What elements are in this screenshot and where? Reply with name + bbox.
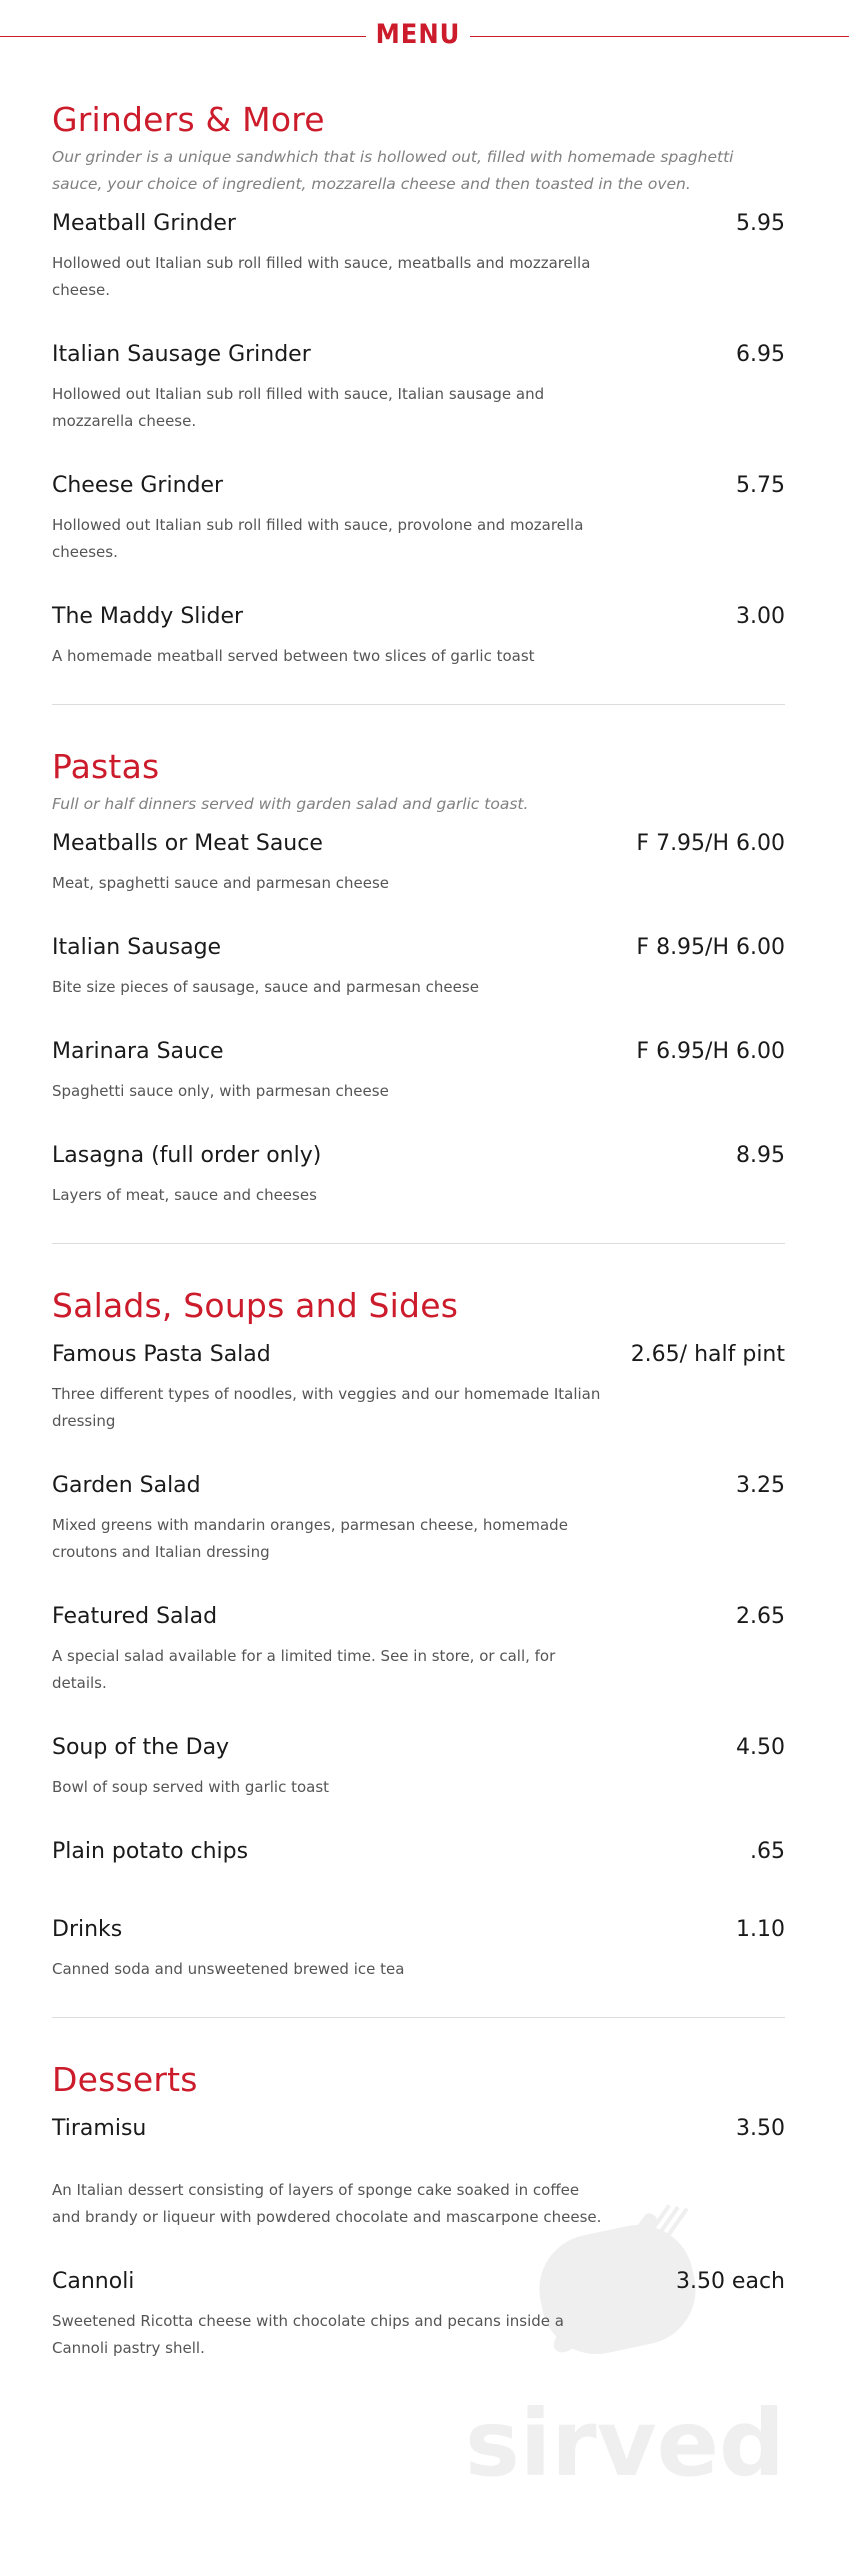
menu-item <box>52 1471 785 1566</box>
menu-item <box>52 933 785 1001</box>
item-name: Meatballs or Meat Sauce <box>52 831 323 856</box>
menu-title: MENU <box>375 19 461 50</box>
item-price: 4.50 <box>736 1735 785 1760</box>
item-description: An Italian dessert consisting of layers of sponge cake soaked in coffee and brandy or liqueur with powdered chocolate and mascarpone cheese. <box>52 2181 602 2226</box>
section-pastas <box>52 747 785 1209</box>
item-price: 3.25 <box>736 1473 785 1498</box>
item-description: Three different types of noodles, with veggies and our homemade Italian dressing <box>52 1385 601 1430</box>
section-title: Pastas <box>52 747 160 786</box>
menu-item <box>52 829 785 897</box>
item-price: .65 <box>750 1839 785 1864</box>
header-rule-right <box>470 36 849 37</box>
item-name: The Maddy Slider <box>52 604 244 629</box>
menu-item <box>52 1915 785 1983</box>
menu-content <box>52 100 785 2362</box>
menu-item <box>52 2267 785 2362</box>
section-divider <box>52 704 785 705</box>
item-description: Layers of meat, sauce and cheeses <box>52 1186 317 1204</box>
item-description: Bite size pieces of sausage, sauce and parmesan cheese <box>52 978 479 996</box>
item-description: Mixed greens with mandarin oranges, parmesan cheese, homemade croutons and Italian dressing <box>52 1516 568 1561</box>
item-name: Cannoli <box>52 2269 135 2294</box>
item-price: 5.75 <box>736 473 785 498</box>
item-price: 6.95 <box>736 342 785 367</box>
item-name: Cheese Grinder <box>52 473 224 498</box>
section-salads-soups-sides <box>52 1286 785 1983</box>
item-price: 2.65 <box>736 1604 785 1629</box>
section-title: Salads, Soups and Sides <box>52 1286 459 1325</box>
item-price: 2.65/ half pint <box>630 1342 785 1367</box>
item-description: A special salad available for a limited time. See in store, or call, for details. <box>52 1647 556 1692</box>
item-description: A homemade meatball served between two slices of garlic toast <box>52 647 535 665</box>
item-name: Garden Salad <box>52 1473 201 1498</box>
section-divider <box>52 2017 785 2018</box>
menu-item <box>52 1141 785 1209</box>
item-name: Soup of the Day <box>52 1735 230 1760</box>
item-name: Italian Sausage <box>52 935 222 960</box>
menu-item <box>52 2114 785 2231</box>
section-title: Grinders & More <box>52 100 325 139</box>
header-rule-left <box>0 36 366 37</box>
section-grinders <box>52 100 785 670</box>
section-description: Our grinder is a unique sandwhich that is hollowed out, filled with homemade spaghetti sauce, your choice of ingredient, mozzarella cheese and then toasted in the oven. <box>52 148 734 193</box>
item-description: Canned soda and unsweetened brewed ice tea <box>52 1960 405 1978</box>
section-description: Full or half dinners served with garden salad and garlic toast. <box>52 795 529 813</box>
item-price: F 6.95/H 6.00 <box>636 1039 785 1064</box>
item-price: 1.10 <box>736 1917 785 1942</box>
item-name: Lasagna (full order only) <box>52 1143 322 1168</box>
menu-item <box>52 209 785 304</box>
menu-item <box>52 1837 785 1867</box>
item-description: Meat, spaghetti sauce and parmesan cheese <box>52 874 390 892</box>
watermark-text: sirved <box>465 2390 785 2497</box>
section-divider <box>52 1243 785 1244</box>
item-name: Plain potato chips <box>52 1839 249 1864</box>
item-description: Hollowed out Italian sub roll filled with sauce, meatballs and mozzarella cheese. <box>52 254 591 299</box>
item-price: F 7.95/H 6.00 <box>636 831 785 856</box>
item-description: Bowl of soup served with garlic toast <box>52 1778 330 1796</box>
menu-item <box>52 1602 785 1697</box>
menu-item <box>52 602 785 670</box>
item-price: F 8.95/H 6.00 <box>636 935 785 960</box>
menu-item <box>52 1733 785 1801</box>
item-description: Hollowed out Italian sub roll filled with sauce, provolone and mozarella cheeses. <box>52 516 584 561</box>
item-description: Spaghetti sauce only, with parmesan cheese <box>52 1082 389 1100</box>
menu-item <box>52 340 785 435</box>
item-name: Marinara Sauce <box>52 1039 224 1064</box>
item-price: 8.95 <box>736 1143 785 1168</box>
item-description: Hollowed out Italian sub roll filled with sauce, Italian sausage and mozzarella cheese. <box>52 385 545 430</box>
item-price: 5.95 <box>736 211 785 236</box>
item-name: Meatball Grinder <box>52 211 236 236</box>
section-title: Desserts <box>52 2060 198 2099</box>
item-price: 3.50 each <box>675 2269 785 2294</box>
item-description: Sweetened Ricotta cheese with chocolate chips and pecans inside a Cannoli pastry shell. <box>52 2312 564 2357</box>
menu-item <box>52 471 785 566</box>
menu-item <box>52 1340 785 1435</box>
item-name: Tiramisu <box>52 2116 147 2141</box>
item-name: Drinks <box>52 1917 123 1942</box>
item-name: Featured Salad <box>52 1604 218 1629</box>
item-price: 3.00 <box>736 604 785 629</box>
item-name: Famous Pasta Salad <box>52 1342 271 1367</box>
item-name: Italian Sausage Grinder <box>52 342 311 367</box>
menu-item <box>52 1037 785 1105</box>
item-price: 3.50 <box>736 2116 785 2141</box>
section-desserts <box>52 2060 785 2362</box>
